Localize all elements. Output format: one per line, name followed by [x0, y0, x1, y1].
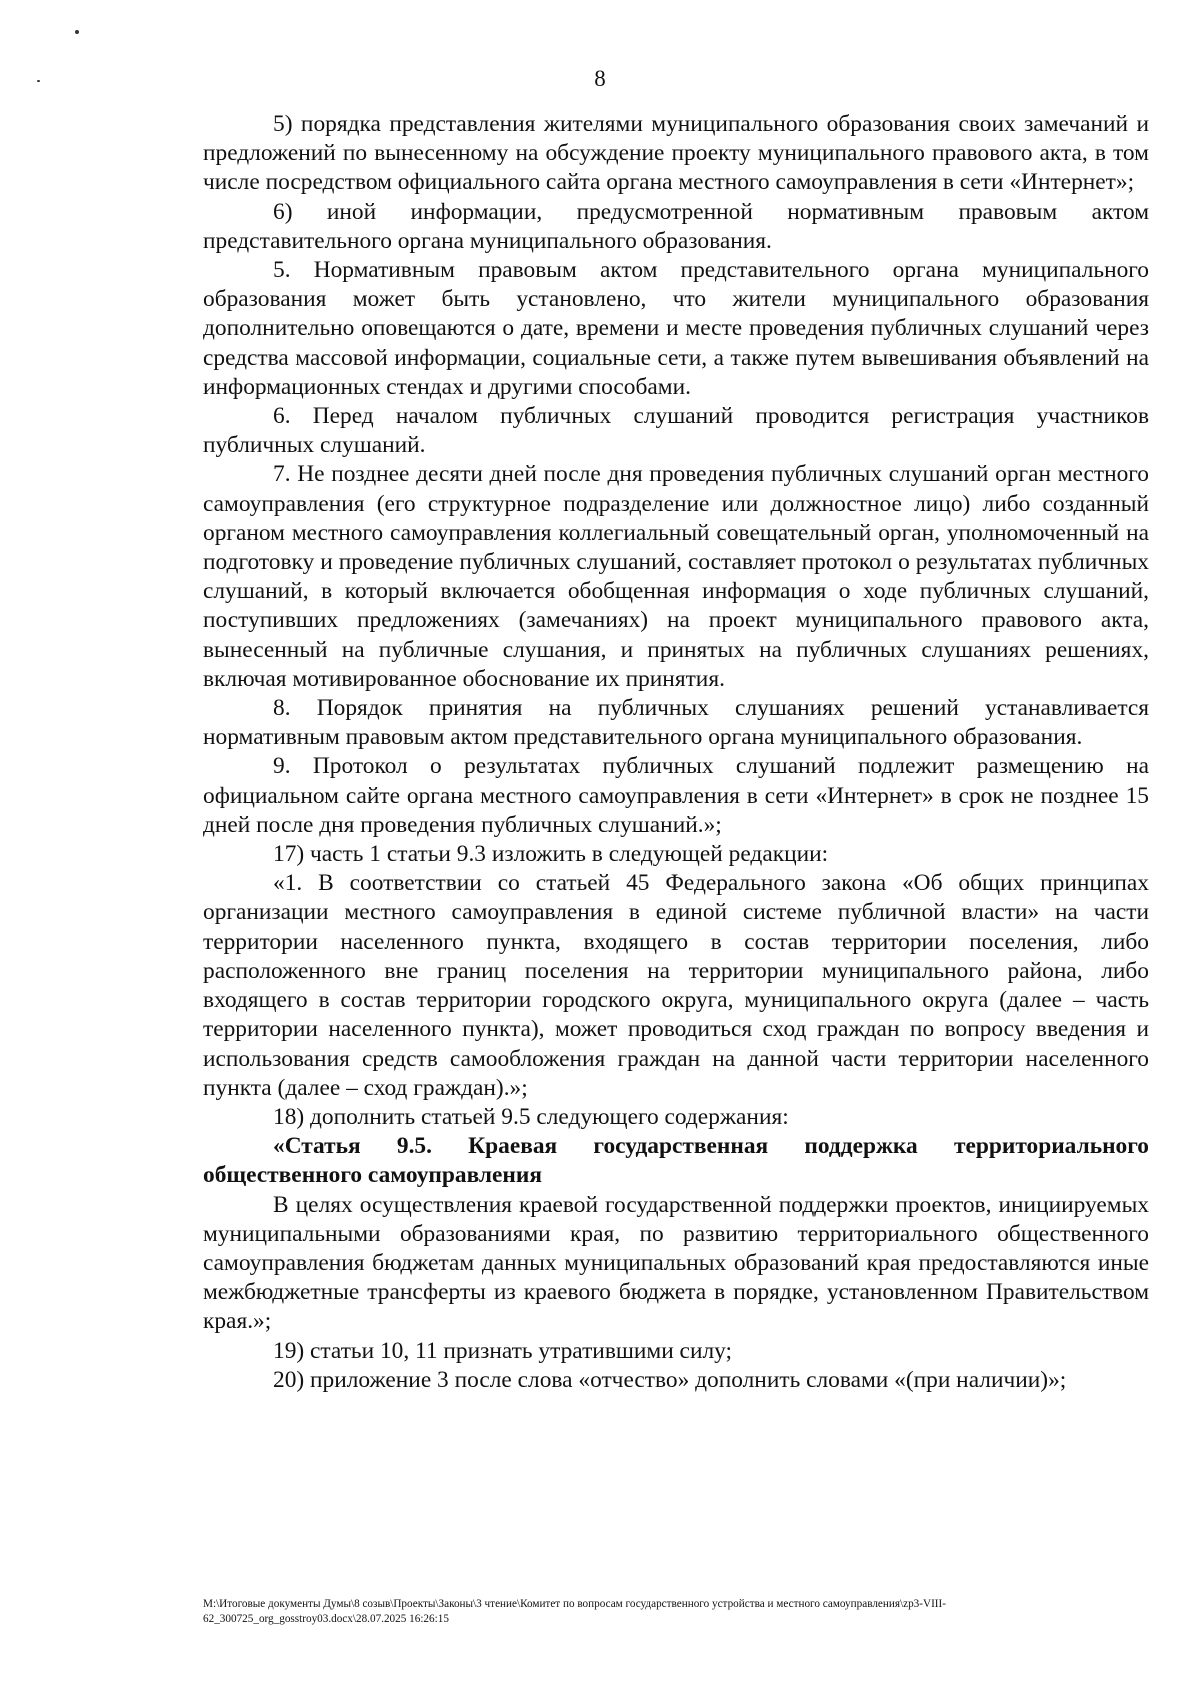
paragraph-part-9: 9. Протокол о результатах публичных слушаний подлежит размещению на официальном сайте органа местного самоуправления в сети «Интернет» в срок не позднее 15 дней после дня проведения публичных слушаний.»; [203, 753, 1149, 838]
paragraph-part-8: 8. Порядок принятия на публичных слушаниях решений устанавливается нормативным правовым актом представительного органа муниципального образования. [203, 695, 1149, 751]
paragraph-part-5: 5. Нормативным правовым актом представительного органа муниципального образования может быть установлено, что жители муниципального образования дополнительно оповещаются о дате, времени и месте проведения публичных слушаний через средства массовой информации, социальные сети, а также путем вывешивания объявлений на информационных стендах и другими способами. [203, 257, 1149, 400]
paragraph-part-7: 7. Не позднее десяти дней после дня проведения публичных слушаний орган местного самоуправления (его структурное подразделение или должностное лицо) либо созданный органом местного самоуправления коллегиальный совещательный орган, уполномоченный на подготовку и проведение публичных слушаний, составляет протокол о результатах публичных слушаний, в который включается обобщенная информация о ходе публичных слушаний, поступивших предложениях (замечаниях) на проект муниципального правового акта, вынесенный на публичные слушания, и принятых на публичных слушаниях решениях, включая мотивированное обоснование их принятия. [203, 461, 1149, 692]
document-body [203, 110, 1149, 1395]
paragraph-item-6: 6) иной информации, предусмотренной нормативным правовым актом представительного органа муниципального образования. [203, 198, 1149, 254]
paragraph-amendment-20: 20) приложение 3 после слова «отчество» дополнить словами «(при наличии)»; [273, 1366, 1067, 1393]
paragraph-amendment-18: 18) дополнить статьей 9.5 следующего содержания: [273, 1103, 789, 1130]
paragraph-article-9-5-text: В целях осуществления краевой государственной поддержки проектов, инициируемых муниципальными образованиями края, по развитию территориального общественного самоуправления бюджетам данных муниципальных образований края предоставляются иные межбюджетные трансферты из краевого бюджета в порядке, установленном Правительством края.»; [203, 1191, 1149, 1335]
paragraph-part-6: 6. Перед началом публичных слушаний проводится регистрация участников публичных слушаний. [203, 403, 1149, 459]
article-9-5-heading: «Статья 9.5. Краевая государственная поддержка территориального общественного самоуправления [203, 1133, 1149, 1189]
paragraph-amendment-19: 19) статьи 10, 11 признать утратившими силу; [273, 1337, 733, 1364]
paragraph-amendment-17: 17) часть 1 статьи 9.3 изложить в следующей редакции: [273, 841, 829, 868]
scan-speck [75, 30, 79, 34]
page-number: 8 [594, 66, 606, 91]
paragraph-item-5: 5) порядка представления жителями муниципального образования своих замечаний и предложений по вынесенному на обсуждение проекту муниципального правового акта, в том числе посредством официального сайта органа местного самоуправления в сети «Интернет»; [203, 111, 1149, 196]
footer-file-path: М:\Итоговые документы Думы\8 созыв\Проекты\Законы\3 чтение\Комитет по вопросам государственного устройства и местного самоуправления\zp3-VIII-62_300725_org_gosstroy03.docx\28.07.2025 16:26:15 [203, 1598, 946, 1625]
paragraph-article-9-3-text: «1. В соответствии со статьей 45 Федерального закона «Об общих принципах организации местного самоуправления в единой системе публичной власти» на части территории населенного пункта, входящего в состав территории поселения, либо расположенного вне границ поселения на территории муниципального района, либо входящего в состав территории городского округа, муниципального округа (далее – часть территории населенного пункта), может проводиться сход граждан по вопросу введения и использования средств самообложения граждан на данной части территории населенного пункта (далее – сход граждан).»; [203, 870, 1149, 1101]
